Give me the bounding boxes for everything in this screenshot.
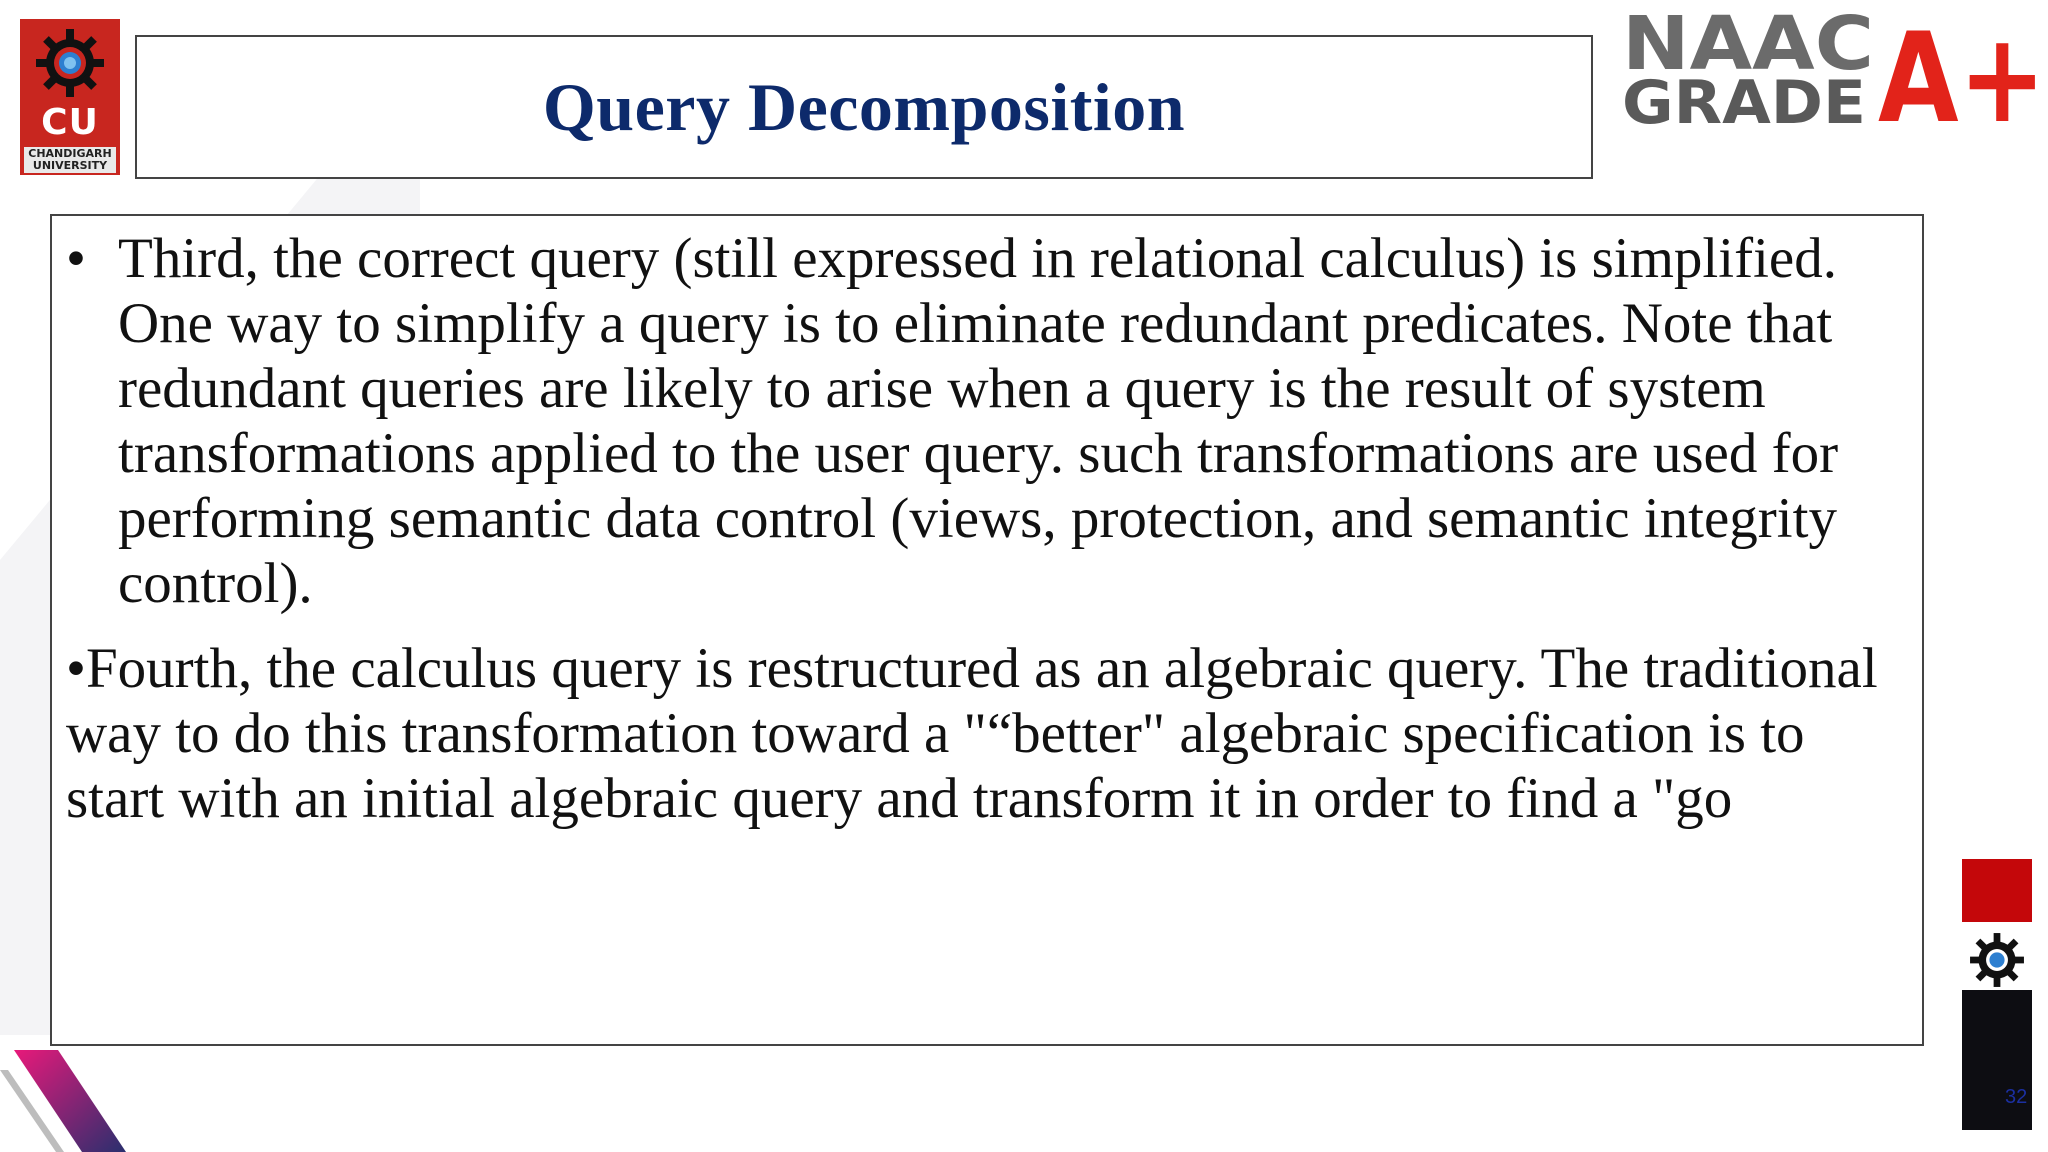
bullet-paragraph-1 — [66, 226, 1912, 616]
university-name-band — [24, 147, 116, 173]
university-name-line1: CHANDIGARH — [28, 147, 112, 160]
slide-title: Query Decomposition — [542, 68, 1186, 145]
title-box — [135, 35, 1593, 179]
gear-emblem-icon — [32, 25, 108, 101]
slide-number: 32 — [2005, 1086, 2028, 1108]
content-box — [50, 214, 1924, 1046]
paragraph-1-text: Third, the correct query (still expressed in relational calculus) is simplified. One way to simplify a query is to eliminate redundant predicates. Note that redundant queries are likely to arise when a query is the result of system transformations applied to the user query. such transformations are used for performing semantic data control (views, protection, and semantic integrity control). — [118, 227, 1839, 615]
university-logo — [20, 19, 120, 175]
side-black-block — [1962, 990, 2032, 1130]
gear-emblem-small-icon — [1965, 928, 2029, 992]
paragraph-2-text: •Fourth, the calculus query is restructured as an algebraic query. The traditional way to do this transformation toward a "“better" algebraic specification is to start with an initial algebraic query and transform it in order to find a "go — [66, 637, 1878, 830]
university-name — [24, 148, 116, 172]
naac-grade-logo — [1620, 5, 2048, 130]
bullet-marker: • — [66, 227, 86, 290]
naac-line2: GRADE — [1622, 68, 1866, 130]
corner-decoration — [0, 1050, 140, 1152]
grade-mark: A+ — [1878, 7, 2046, 130]
side-red-block — [1962, 859, 2032, 922]
university-abbreviation: CU — [41, 102, 99, 143]
naac-line1: NAAC — [1622, 5, 1874, 87]
university-name-line2: UNIVERSITY — [32, 159, 108, 172]
